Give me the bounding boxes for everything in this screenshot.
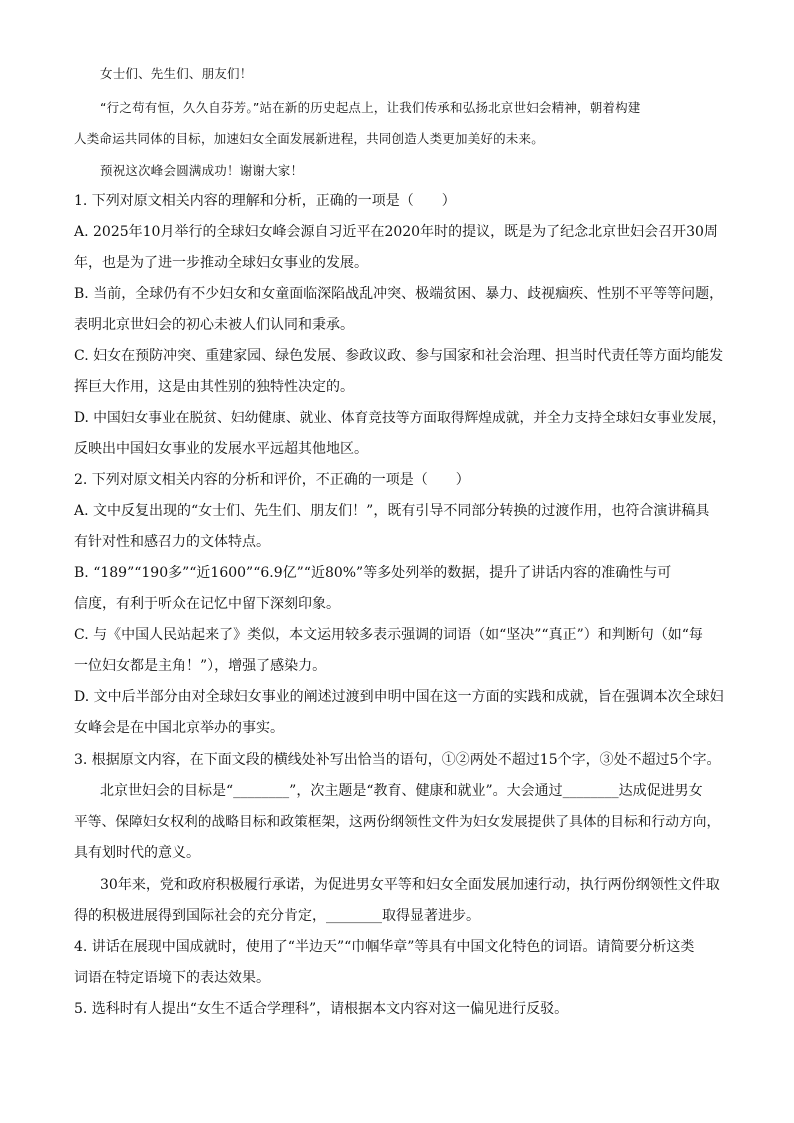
speech-closing: 预祝这次峰会圆满成功！谢谢大家！ [100, 163, 304, 178]
question-2-option-a-line-2: 有针对性和感召力的文体特点。 [74, 534, 270, 550]
question-3-paragraph-line-5: 得的积极进展得到国际社会的充分肯定，________取得显著进步。 [74, 908, 480, 924]
question-1-option-c-line-1: C. 妇女在预防冲突、重建家园、绿色发展、参政议政、参与国家和社会治理、担当时代责任等方面均能发 [74, 348, 724, 364]
speech-greeting: 女士们、先生们、朋友们！ [100, 66, 253, 81]
question-3-paragraph-line-2: 平等、保障妇女权利的战略目标和政策框架，这两份纲领性文件为妇女发展提供了具体的目标和行动方向， [74, 814, 721, 830]
question-3-paragraph-line-4: 30年来，党和政府积极履行承诺，为促进男女平等和妇女全面发展加速行动，执行两份纲领性文件取 [100, 877, 720, 893]
question-1-option-b-line-1: B. 当前，全球仍有不少妇女和女童面临深陷战乱冲突、极端贫困、暴力、歧视痼疾、性别不平等等问题， [74, 286, 724, 302]
question-3-paragraph-line-3: 具有划时代的意义。 [74, 845, 200, 861]
question-1-option-c-line-2: 挥巨大作用，这是由其性别的独特性决定的。 [74, 379, 354, 395]
question-2-option-d-line-2: 女峰会是在中国北京举办的事实。 [74, 720, 284, 736]
question-1-stem: 1. 下列对原文相关内容的理解和分析，正确的一项是（ ） [74, 193, 456, 209]
speech-quote-line-2: 人类命运共同体的目标，加速妇女全面发展新进程，共同创造人类更加美好的未来。 [74, 131, 544, 146]
question-1-option-d-line-1: D. 中国妇女事业在脱贫、妇幼健康、就业、体育竞技等方面取得辉煌成就，并全力支持全球妇女事业发展， [74, 410, 726, 426]
question-4-line-1: 4. 讲话在展现中国成就时，使用了“半边天”“巾帼华章”等具有中国文化特色的词语。请简要分析这类 [74, 939, 695, 955]
question-2-option-b-line-2: 信度，有利于听众在记忆中留下深刻印象。 [74, 596, 340, 612]
question-1-option-a-line-2: 年，也是为了进一步推动全球妇女事业的发展。 [74, 255, 368, 271]
question-3-paragraph-line-1: 北京世妇会的目标是“________”，次主题是“教育、健康和就业”。大会通过________达成促进男女 [100, 783, 703, 799]
question-1-option-a-line-1: A. 2025年10月举行的全球妇女峰会源自习近平在2020年时的提议，既是为了纪念北京世妇会召开30周 [74, 224, 718, 240]
question-2-option-a-line-1: A. 文中反复出现的“女士们、先生们、朋友们！”，既有引导不同部分转换的过渡作用，也符合演讲稿具 [74, 503, 710, 519]
question-5-line-1: 5. 选科时有人提出“女生不适合学理科”，请根据本文内容对这一偏见进行反驳。 [74, 1001, 569, 1017]
question-2-option-b-line-1: B. “189”“190多”“近1600”“6.9亿”“近80%”等多处列举的数据，提升了讲话内容的准确性与可 [74, 565, 672, 581]
question-3-stem: 3. 根据原文内容，在下面文段的横线处补写出恰当的语句，①②两处不超过15个字，③处不超过5个字。 [74, 752, 721, 768]
speech-quote-line-1: “行之苟有恒，久久自芬芳。”站在新的历史起点上，让我们传承和弘扬北京世妇会精神，朝着构建 [100, 100, 641, 115]
question-2-option-c-line-2: 一位妇女都是主角！”），增强了感染力。 [74, 658, 327, 674]
question-4-line-2: 词语在特定语境下的表达效果。 [74, 970, 270, 986]
question-2-option-c-line-1: C. 与《中国人民站起来了》类似，本文运用较多表示强调的词语（如“坚决”“真正”）和判断句（如“每 [74, 627, 703, 643]
question-2-stem: 2. 下列对原文相关内容的分析和评价，不正确的一项是（ ） [74, 472, 470, 488]
question-1-option-b-line-2: 表明北京世妇会的初心未被人们认同和秉承。 [74, 317, 354, 333]
question-2-option-d-line-1: D. 文中后半部分由对全球妇女事业的阐述过渡到申明中国在这一方面的实践和成就，旨在强调本次全球妇 [74, 689, 724, 705]
question-1-option-d-line-2: 反映出中国妇女事业的发展水平远超其他地区。 [74, 441, 368, 457]
